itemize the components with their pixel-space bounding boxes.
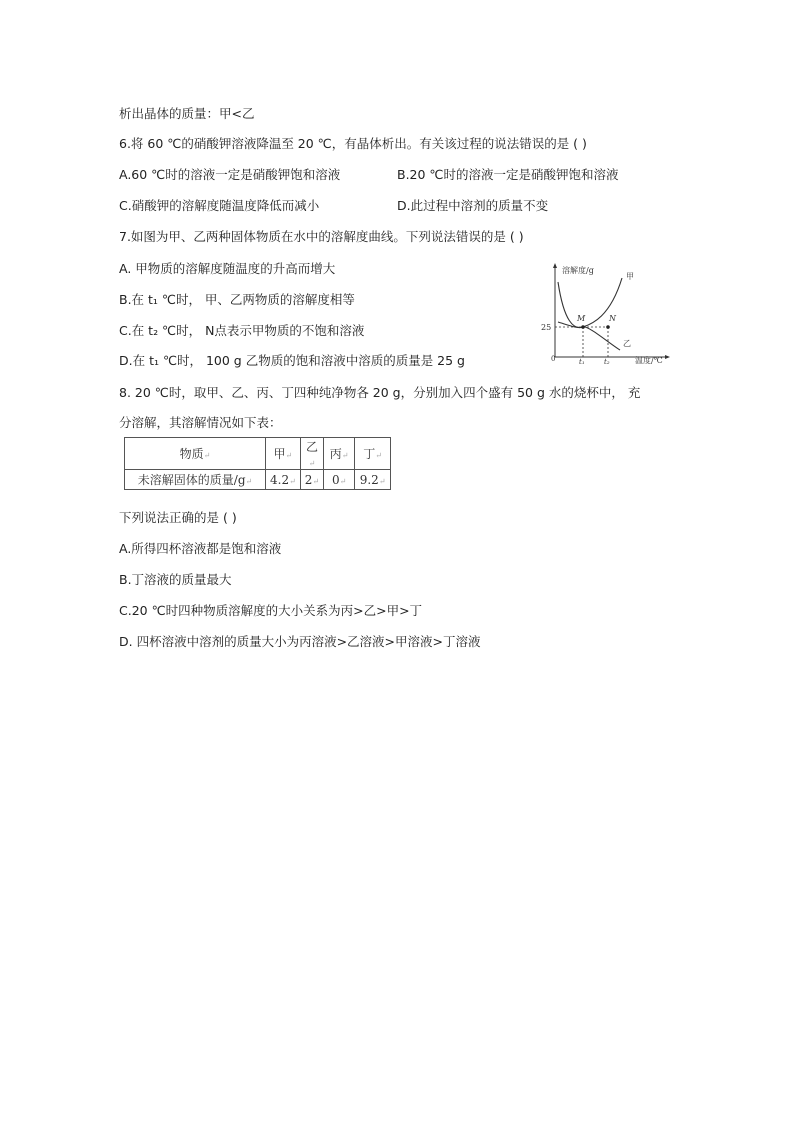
table-cell: 9.2↵	[355, 470, 391, 490]
origin-label: 0	[551, 355, 556, 363]
question-8-option-b: B.丁溶液的质量最大	[119, 572, 232, 587]
point-n-label: N	[609, 314, 616, 323]
x-axis-label: 温度/℃	[635, 356, 663, 364]
table-header-cell: 甲↵	[266, 438, 301, 470]
solubility-curve-graph	[540, 262, 675, 364]
question-7-option-c: C.在 t₂ ℃时， N点表示甲物质的不饱和溶液	[119, 323, 365, 338]
table-cell: 4.2↵	[266, 470, 301, 490]
intro-line: 析出晶体的质量：甲<乙	[119, 106, 255, 121]
question-7-option-d: D.在 t₁ ℃时， 100 g 乙物质的饱和溶液中溶质的质量是 25 g	[119, 353, 465, 368]
question-8-prompt: 下列说法正确的是 ( )	[119, 510, 237, 525]
question-6-option-d: D.此过程中溶剂的质量不变	[397, 198, 549, 213]
point-m	[581, 325, 585, 329]
table-row-label: 未溶解固体的质量/g↵	[125, 470, 266, 490]
table-header-cell: 丙↵	[324, 438, 355, 470]
question-7-option-a: A. 甲物质的溶解度随温度的升高而增大	[119, 261, 336, 276]
point-n	[606, 325, 610, 329]
table-cell: 0↵	[324, 470, 355, 490]
x-axis-arrow	[665, 355, 670, 359]
curve-jia-label: 甲	[626, 272, 634, 281]
point-m-label: M	[577, 314, 586, 323]
question-8-option-a: A.所得四杯溶液都是饱和溶液	[119, 541, 282, 556]
question-8-option-c: C.20 ℃时四种物质溶解度的大小关系为丙>乙>甲>丁	[119, 603, 423, 618]
y-axis-arrow	[553, 263, 557, 268]
y-axis-label: 溶解度/g	[562, 266, 594, 275]
question-7-option-b: B.在 t₁ ℃时， 甲、乙两物质的溶解度相等	[119, 292, 355, 307]
question-7-stem: 7.如图为甲、乙两种固体物质在水中的溶解度曲线。下列说法错误的是 ( )	[119, 229, 524, 244]
question-8-option-d: D. 四杯溶液中溶剂的质量大小为丙溶液>乙溶液>甲溶液>丁溶液	[119, 634, 481, 649]
dissolution-table	[124, 437, 391, 490]
curve-yi	[558, 322, 620, 350]
table-row	[125, 470, 391, 490]
x-tick-t1: t₁	[579, 358, 585, 364]
question-6-option-b: B.20 ℃时的溶液一定是硝酸钾饱和溶液	[397, 167, 619, 182]
y-tick-25: 25	[541, 323, 552, 332]
question-6-stem: 6.将 60 ℃的硝酸钾溶液降温至 20 ℃，有晶体析出。有关该过程的说法错误的是 ( )	[119, 136, 587, 151]
x-tick-t2: t₂	[604, 358, 610, 364]
curve-yi-label: 乙	[623, 339, 631, 348]
question-6-option-c: C.硝酸钾的溶解度随温度降低而减小	[119, 198, 320, 213]
table-header-row	[125, 438, 391, 470]
table-header-cell: 物质↵	[125, 438, 266, 470]
table-header-cell: 乙↵	[300, 438, 323, 470]
question-8-stem-cont: 分溶解，其溶解情况如下表：	[119, 415, 282, 430]
table-cell: 2↵	[300, 470, 323, 490]
question-6-option-a: A.60 ℃时的溶液一定是硝酸钾饱和溶液	[119, 167, 341, 182]
question-8-stem: 8. 20 ℃时，取甲、乙、丙、丁四种纯净物各 20 g，分别加入四个盛有 50 g 水的烧杯中， 充	[119, 385, 641, 400]
table-header-cell: 丁↵	[355, 438, 391, 470]
